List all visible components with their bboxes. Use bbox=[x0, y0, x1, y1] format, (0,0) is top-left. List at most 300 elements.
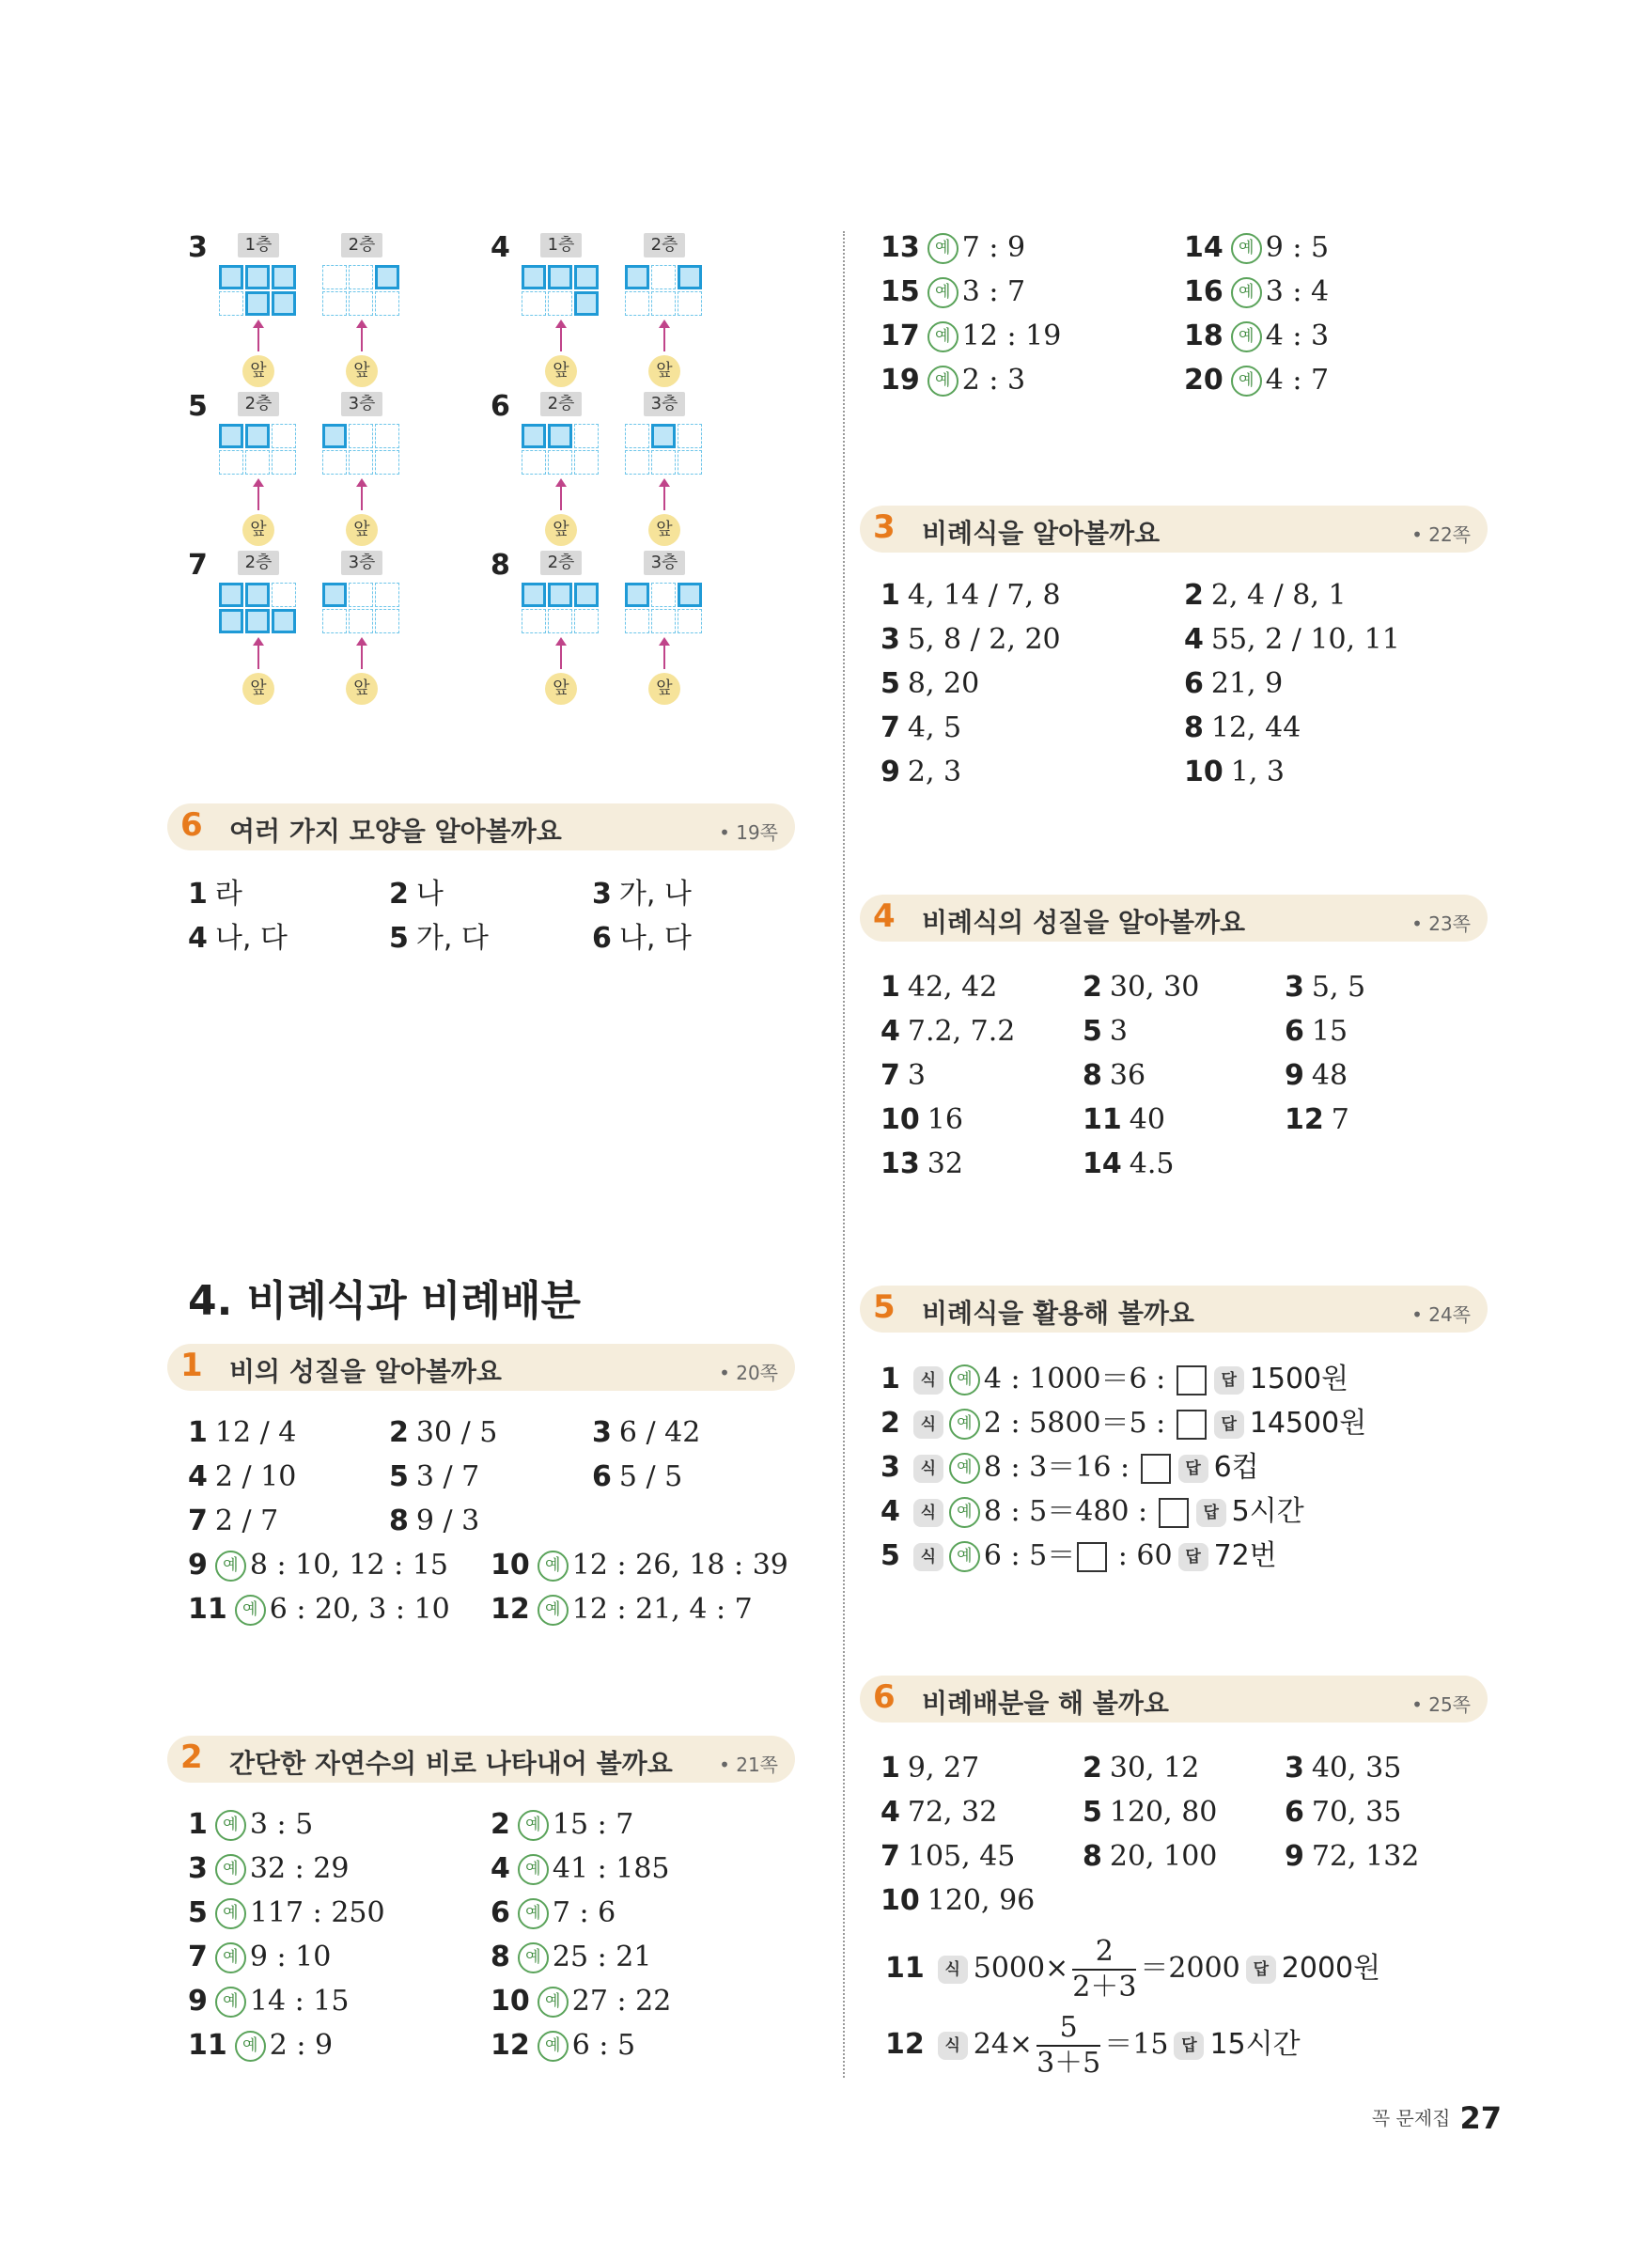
column-divider bbox=[843, 231, 845, 2078]
list-item bbox=[881, 1101, 963, 1139]
item-number: 5 bbox=[881, 1539, 900, 1572]
item-number: 6 bbox=[1184, 667, 1204, 700]
section-number: 6 bbox=[873, 1678, 896, 1716]
grid-cell bbox=[219, 609, 243, 633]
front-label: 앞 bbox=[346, 514, 378, 546]
floor-grid bbox=[625, 265, 704, 318]
item-value: 27 : 22 bbox=[571, 1985, 672, 2018]
item-value: 12 : 19 bbox=[961, 320, 1062, 352]
answer: 5시간 bbox=[1231, 1495, 1304, 1528]
item-number: 11 bbox=[1083, 1103, 1122, 1136]
fraction-denominator: 2＋3 bbox=[1072, 1970, 1137, 2003]
item-number: 12 bbox=[491, 1593, 530, 1626]
diagram-number: 6 bbox=[491, 390, 510, 423]
list-item bbox=[188, 876, 242, 913]
front-label: 앞 bbox=[242, 355, 274, 387]
item-value: 12 : 26, 18 : 39 bbox=[571, 1549, 788, 1582]
section-header-proportion bbox=[860, 506, 1488, 553]
item-value: 41 : 185 bbox=[552, 1852, 670, 1885]
list-item bbox=[881, 318, 1061, 355]
list-item bbox=[1184, 709, 1301, 747]
list-item bbox=[1285, 1750, 1401, 1787]
item-number: 4 bbox=[881, 1015, 900, 1048]
front-label: 앞 bbox=[346, 673, 378, 705]
item-number: 3 bbox=[1285, 971, 1304, 1004]
item-number: 12 bbox=[491, 2029, 530, 2062]
list-item bbox=[1083, 1750, 1199, 1787]
item-number: 5 bbox=[1083, 1796, 1102, 1829]
item-number: 13 bbox=[881, 231, 920, 264]
item-number: 9 bbox=[188, 1985, 208, 2018]
list-item bbox=[592, 1414, 700, 1452]
diagram-number: 7 bbox=[188, 549, 208, 582]
grid-cell bbox=[245, 609, 270, 633]
list-item bbox=[885, 1931, 1380, 2006]
section-header-proportion-usage bbox=[860, 1286, 1488, 1333]
grid-cell bbox=[548, 291, 572, 316]
list-item bbox=[1083, 1013, 1128, 1051]
item-value: 48 bbox=[1311, 1059, 1348, 1092]
item-number: 9 bbox=[188, 1549, 208, 1582]
grid-cell bbox=[245, 291, 270, 316]
list-item bbox=[491, 1850, 670, 1888]
list-item bbox=[1083, 1101, 1165, 1139]
item-value: 2 : 3 bbox=[961, 364, 1026, 397]
item-number: 1 bbox=[188, 1808, 208, 1841]
item-value: 나 bbox=[415, 878, 444, 911]
grid-cell bbox=[522, 424, 546, 448]
item-value: 12 / 4 bbox=[214, 1416, 297, 1449]
floor-label: 3층 bbox=[644, 392, 685, 416]
grid-cell bbox=[678, 583, 702, 607]
list-item bbox=[491, 1983, 671, 2020]
item-number: 3 bbox=[592, 1416, 612, 1449]
section-number: 1 bbox=[180, 1347, 203, 1384]
list-item bbox=[188, 1894, 385, 1932]
item-number: 4 bbox=[1184, 623, 1204, 656]
expr-right: : 60 bbox=[1109, 1539, 1173, 1572]
item-value: 72, 32 bbox=[907, 1796, 998, 1829]
grid-cell bbox=[322, 609, 347, 633]
diagram-number: 5 bbox=[188, 390, 208, 423]
dap-tag: 답 bbox=[1178, 1455, 1208, 1483]
item-number: 2 bbox=[1083, 971, 1102, 1004]
grid-cell bbox=[625, 265, 649, 289]
grid-cell bbox=[574, 609, 599, 633]
grid-cell bbox=[245, 583, 270, 607]
list-item bbox=[1285, 1013, 1348, 1051]
example-badge: 예 bbox=[235, 1595, 266, 1626]
grid-cell bbox=[651, 583, 676, 607]
example-badge: 예 bbox=[518, 1898, 549, 1929]
item-number: 9 bbox=[1285, 1059, 1304, 1092]
item-value: 2 : 9 bbox=[269, 2029, 334, 2062]
grid-cell bbox=[322, 265, 347, 289]
list-item bbox=[881, 665, 979, 703]
front-label: 앞 bbox=[242, 514, 274, 546]
list-item bbox=[389, 920, 489, 958]
grid-cell bbox=[651, 265, 676, 289]
grid-cell bbox=[522, 291, 546, 316]
sik-tag: 식 bbox=[913, 1366, 943, 1395]
dap-tag: 답 bbox=[1214, 1411, 1244, 1439]
grid-cell bbox=[678, 609, 702, 633]
item-value: 105, 45 bbox=[907, 1840, 1016, 1873]
item-value: 15 : 7 bbox=[552, 1808, 634, 1841]
item-number: 6 bbox=[1285, 1015, 1304, 1048]
grid-cell bbox=[625, 583, 649, 607]
grid-cell bbox=[272, 609, 296, 633]
list-item bbox=[491, 1591, 753, 1629]
list-item bbox=[1184, 229, 1329, 267]
item-value: 3 bbox=[1109, 1015, 1128, 1048]
list-item bbox=[881, 1146, 963, 1183]
item-value: 120, 96 bbox=[927, 1884, 1036, 1917]
example-badge: 예 bbox=[518, 1810, 549, 1841]
dap-tag: 답 bbox=[1174, 2032, 1204, 2060]
front-label: 앞 bbox=[545, 514, 577, 546]
item-number: 8 bbox=[1083, 1840, 1102, 1873]
section-title: 비의 성질을 알아볼까요 bbox=[229, 1356, 502, 1387]
answer: 1500원 bbox=[1249, 1363, 1349, 1395]
item-value: 25 : 21 bbox=[552, 1941, 652, 1973]
example-badge: 예 bbox=[215, 1898, 246, 1929]
grid-cell bbox=[375, 291, 399, 316]
answer-blank-box bbox=[1159, 1498, 1189, 1528]
item-number: 17 bbox=[881, 320, 920, 352]
list-item bbox=[188, 1939, 331, 1976]
grid-cell bbox=[522, 609, 546, 633]
item-value: 라 bbox=[214, 878, 242, 911]
example-badge: 예 bbox=[949, 1541, 980, 1572]
list-item bbox=[881, 1057, 926, 1095]
item-number: 1 bbox=[881, 1363, 900, 1395]
list-item bbox=[188, 1414, 296, 1452]
item-value: 30, 30 bbox=[1109, 971, 1200, 1004]
arrow-icon bbox=[663, 643, 665, 669]
item-value: 42, 42 bbox=[907, 971, 998, 1004]
floor-label: 1층 bbox=[540, 233, 582, 257]
section-page: • 23쪽 bbox=[1411, 912, 1471, 935]
item-number: 5 bbox=[188, 1896, 208, 1929]
grid-cell bbox=[548, 450, 572, 475]
footer bbox=[1372, 2100, 1502, 2136]
list-item bbox=[1083, 1057, 1145, 1095]
item-number: 6 bbox=[592, 1460, 612, 1493]
floor-grid bbox=[522, 424, 600, 476]
floor-grid bbox=[219, 265, 298, 318]
arrow-icon bbox=[361, 643, 363, 669]
grid-cell bbox=[272, 291, 296, 316]
grid-cell bbox=[272, 424, 296, 448]
list-item bbox=[1184, 621, 1400, 659]
item-number: 2 bbox=[1184, 579, 1204, 612]
list-item bbox=[881, 229, 1025, 267]
item-number: 3 bbox=[1285, 1752, 1304, 1785]
item-number: 7 bbox=[188, 1941, 208, 1973]
floor-grid bbox=[625, 424, 704, 476]
list-item bbox=[881, 1794, 997, 1832]
list-item bbox=[881, 273, 1025, 311]
section-number: 6 bbox=[180, 806, 203, 844]
item-number: 2 bbox=[1083, 1752, 1102, 1785]
item-number: 2 bbox=[389, 1416, 409, 1449]
arrow-icon bbox=[560, 643, 562, 669]
list-item bbox=[389, 1503, 479, 1540]
item-number: 6 bbox=[592, 922, 612, 955]
item-number: 8 bbox=[389, 1504, 409, 1537]
item-value: 7.2, 7.2 bbox=[907, 1015, 1016, 1048]
section-header-proportion-properties bbox=[860, 895, 1488, 942]
grid-cell bbox=[245, 424, 270, 448]
list-item bbox=[188, 2027, 333, 2065]
list-item bbox=[188, 1503, 278, 1540]
list-item bbox=[188, 1850, 349, 1888]
arrow-icon bbox=[560, 325, 562, 351]
section-title: 간단한 자연수의 비로 나타내어 볼까요 bbox=[229, 1748, 673, 1779]
list-item bbox=[1285, 1057, 1348, 1095]
list-item bbox=[188, 920, 288, 958]
example-badge: 예 bbox=[215, 1854, 246, 1885]
item-number: 10 bbox=[881, 1103, 920, 1136]
item-number: 2 bbox=[881, 1407, 900, 1440]
list-item bbox=[881, 1750, 979, 1787]
item-number: 7 bbox=[188, 1504, 208, 1537]
expr-left: 8 : 3＝16 : bbox=[983, 1451, 1139, 1484]
item-number: 6 bbox=[1285, 1796, 1304, 1829]
item-number: 14 bbox=[1184, 231, 1223, 264]
chapter-title: 4. 비례식과 비례배분 bbox=[188, 1277, 581, 1325]
list-item bbox=[188, 1458, 296, 1496]
sik-tag: 식 bbox=[938, 1956, 968, 1984]
item-value: 36 bbox=[1109, 1059, 1146, 1092]
item-number: 10 bbox=[881, 1884, 920, 1917]
list-item bbox=[491, 2027, 635, 2065]
item-number: 10 bbox=[491, 1985, 530, 2018]
expr-left: 4 : 1000＝6 : bbox=[983, 1363, 1175, 1395]
grid-cell bbox=[375, 583, 399, 607]
list-item bbox=[881, 1882, 1035, 1920]
grid-cell bbox=[375, 609, 399, 633]
floor-grid bbox=[322, 424, 401, 476]
grid-cell bbox=[678, 450, 702, 475]
item-number: 12 bbox=[885, 2028, 925, 2061]
answer: 15시간 bbox=[1209, 2028, 1301, 2061]
item-value: 1, 3 bbox=[1230, 756, 1285, 788]
list-item bbox=[1184, 665, 1283, 703]
grid-cell bbox=[272, 265, 296, 289]
answer: 72번 bbox=[1213, 1539, 1277, 1572]
example-badge: 예 bbox=[927, 233, 958, 264]
list-item bbox=[491, 1939, 651, 1976]
grid-cell bbox=[522, 265, 546, 289]
item-value: 8, 20 bbox=[907, 667, 980, 700]
expr-left: 5000× bbox=[973, 1952, 1069, 1985]
grid-cell bbox=[272, 450, 296, 475]
section-page: • 21쪽 bbox=[719, 1754, 778, 1776]
item-number: 16 bbox=[1184, 275, 1223, 308]
item-value: 9 / 3 bbox=[415, 1504, 480, 1537]
front-label: 앞 bbox=[648, 355, 680, 387]
list-item bbox=[389, 1414, 497, 1452]
example-badge: 예 bbox=[1231, 366, 1262, 397]
front-label: 앞 bbox=[648, 514, 680, 546]
list-item bbox=[491, 1894, 616, 1932]
grid-cell bbox=[322, 424, 347, 448]
example-badge: 예 bbox=[538, 2031, 569, 2062]
list-item bbox=[881, 1405, 1366, 1442]
arrow-icon bbox=[257, 325, 259, 351]
dap-tag: 답 bbox=[1178, 1543, 1208, 1571]
grid-cell bbox=[349, 424, 373, 448]
example-badge: 예 bbox=[518, 1942, 549, 1973]
item-value: 4, 5 bbox=[907, 711, 962, 744]
grid-cell bbox=[245, 265, 270, 289]
item-value: 9 : 5 bbox=[1265, 231, 1330, 264]
list-item bbox=[881, 1361, 1348, 1398]
item-value: 55, 2 / 10, 11 bbox=[1210, 623, 1400, 656]
section-number: 3 bbox=[873, 508, 896, 546]
list-item bbox=[881, 362, 1025, 399]
grid-cell bbox=[651, 424, 676, 448]
list-item bbox=[1083, 1794, 1217, 1832]
item-value: 4 : 3 bbox=[1265, 320, 1330, 352]
item-value: 15 bbox=[1311, 1015, 1348, 1048]
example-badge: 예 bbox=[927, 321, 958, 352]
list-item bbox=[1184, 362, 1329, 399]
item-number: 7 bbox=[881, 711, 900, 744]
section-title: 비례식을 알아볼까요 bbox=[922, 518, 1161, 549]
item-value: 70, 35 bbox=[1311, 1796, 1402, 1829]
example-badge: 예 bbox=[949, 1453, 980, 1484]
item-number: 5 bbox=[881, 667, 900, 700]
item-number: 1 bbox=[881, 1752, 900, 1785]
floor-grid bbox=[625, 583, 704, 635]
grid-cell bbox=[625, 424, 649, 448]
section-number: 5 bbox=[873, 1288, 896, 1326]
grid-cell bbox=[522, 583, 546, 607]
grid-cell bbox=[574, 265, 599, 289]
answer: 14500원 bbox=[1249, 1407, 1367, 1440]
item-number: 10 bbox=[491, 1549, 530, 1582]
grid-cell bbox=[322, 291, 347, 316]
list-item bbox=[1083, 1146, 1174, 1183]
item-number: 2 bbox=[491, 1808, 510, 1841]
item-value: 5 / 5 bbox=[618, 1460, 683, 1493]
example-badge: 예 bbox=[215, 1942, 246, 1973]
fraction-numerator: 5 bbox=[1036, 2011, 1100, 2047]
section-page: • 19쪽 bbox=[719, 821, 778, 844]
list-item bbox=[188, 1591, 450, 1629]
list-item bbox=[881, 754, 961, 791]
grid-cell bbox=[349, 609, 373, 633]
section-header-shapes bbox=[167, 803, 795, 850]
item-value: 32 : 29 bbox=[249, 1852, 350, 1885]
example-badge: 예 bbox=[538, 1551, 569, 1582]
item-value: 8 : 10, 12 : 15 bbox=[249, 1549, 448, 1582]
item-number: 9 bbox=[1285, 1840, 1304, 1873]
item-value: 6 : 20, 3 : 10 bbox=[269, 1593, 450, 1626]
list-item bbox=[1285, 969, 1365, 1006]
item-value: 9, 27 bbox=[907, 1752, 980, 1785]
item-value: 9 : 10 bbox=[249, 1941, 332, 1973]
item-value: 117 : 250 bbox=[249, 1896, 385, 1929]
item-value: 4 : 7 bbox=[1265, 364, 1330, 397]
item-number: 8 bbox=[491, 1941, 510, 1973]
dap-tag: 답 bbox=[1246, 1956, 1276, 1984]
item-value: 40 bbox=[1129, 1103, 1165, 1136]
floor-label: 2층 bbox=[238, 551, 279, 575]
grid-cell bbox=[219, 450, 243, 475]
item-value: 5, 5 bbox=[1311, 971, 1366, 1004]
item-value: 40, 35 bbox=[1311, 1752, 1402, 1785]
floor-label: 1층 bbox=[238, 233, 279, 257]
grid-cell bbox=[625, 450, 649, 475]
floor-grid bbox=[219, 424, 298, 476]
item-value: 6 : 5 bbox=[571, 2029, 636, 2062]
arrow-icon bbox=[257, 643, 259, 669]
item-value: 20, 100 bbox=[1109, 1840, 1218, 1873]
section-number: 4 bbox=[873, 897, 896, 935]
item-value: 가, 나 bbox=[618, 878, 692, 911]
floor-label: 2층 bbox=[540, 392, 582, 416]
list-item bbox=[1184, 273, 1329, 311]
floor-label: 2층 bbox=[540, 551, 582, 575]
arrow-icon bbox=[361, 325, 363, 351]
diagram-number: 4 bbox=[491, 231, 510, 264]
item-value: 32 bbox=[927, 1147, 963, 1180]
section-header-proportional-distribution bbox=[860, 1676, 1488, 1723]
list-item bbox=[881, 621, 1061, 659]
floor-label: 3층 bbox=[644, 551, 685, 575]
list-item bbox=[1184, 318, 1329, 355]
item-number: 4 bbox=[491, 1852, 510, 1885]
section-title: 비례배분을 해 볼까요 bbox=[922, 1688, 1169, 1719]
floor-label: 3층 bbox=[341, 392, 382, 416]
grid-cell bbox=[625, 609, 649, 633]
list-item bbox=[1285, 1101, 1349, 1139]
grid-cell bbox=[349, 291, 373, 316]
item-number: 3 bbox=[188, 1852, 208, 1885]
item-number: 4 bbox=[881, 1495, 900, 1528]
floor-grid bbox=[322, 265, 401, 318]
item-value: 2, 3 bbox=[907, 756, 962, 788]
item-value: 2, 4 / 8, 1 bbox=[1210, 579, 1347, 612]
front-label: 앞 bbox=[545, 673, 577, 705]
list-item bbox=[881, 1838, 1015, 1876]
item-number: 2 bbox=[389, 878, 409, 911]
grid-cell bbox=[651, 291, 676, 316]
item-number: 1 bbox=[188, 1416, 208, 1449]
item-value: 나, 다 bbox=[618, 922, 692, 955]
section-number: 2 bbox=[180, 1738, 203, 1776]
item-number: 4 bbox=[188, 922, 208, 955]
example-badge: 예 bbox=[1231, 233, 1262, 264]
item-number: 3 bbox=[592, 878, 612, 911]
front-label: 앞 bbox=[346, 355, 378, 387]
item-number: 11 bbox=[188, 2029, 227, 2062]
item-number: 11 bbox=[885, 1952, 925, 1985]
floor-label: 3층 bbox=[341, 551, 382, 575]
item-value: 3 : 4 bbox=[1265, 275, 1330, 308]
item-number: 8 bbox=[1083, 1059, 1102, 1092]
grid-cell bbox=[219, 265, 243, 289]
answer: 6컵 bbox=[1213, 1451, 1259, 1484]
example-badge: 예 bbox=[215, 1551, 246, 1582]
section-title: 비례식의 성질을 알아볼까요 bbox=[922, 907, 1246, 938]
fraction bbox=[1036, 2011, 1100, 2081]
item-value: 나, 다 bbox=[214, 922, 288, 955]
